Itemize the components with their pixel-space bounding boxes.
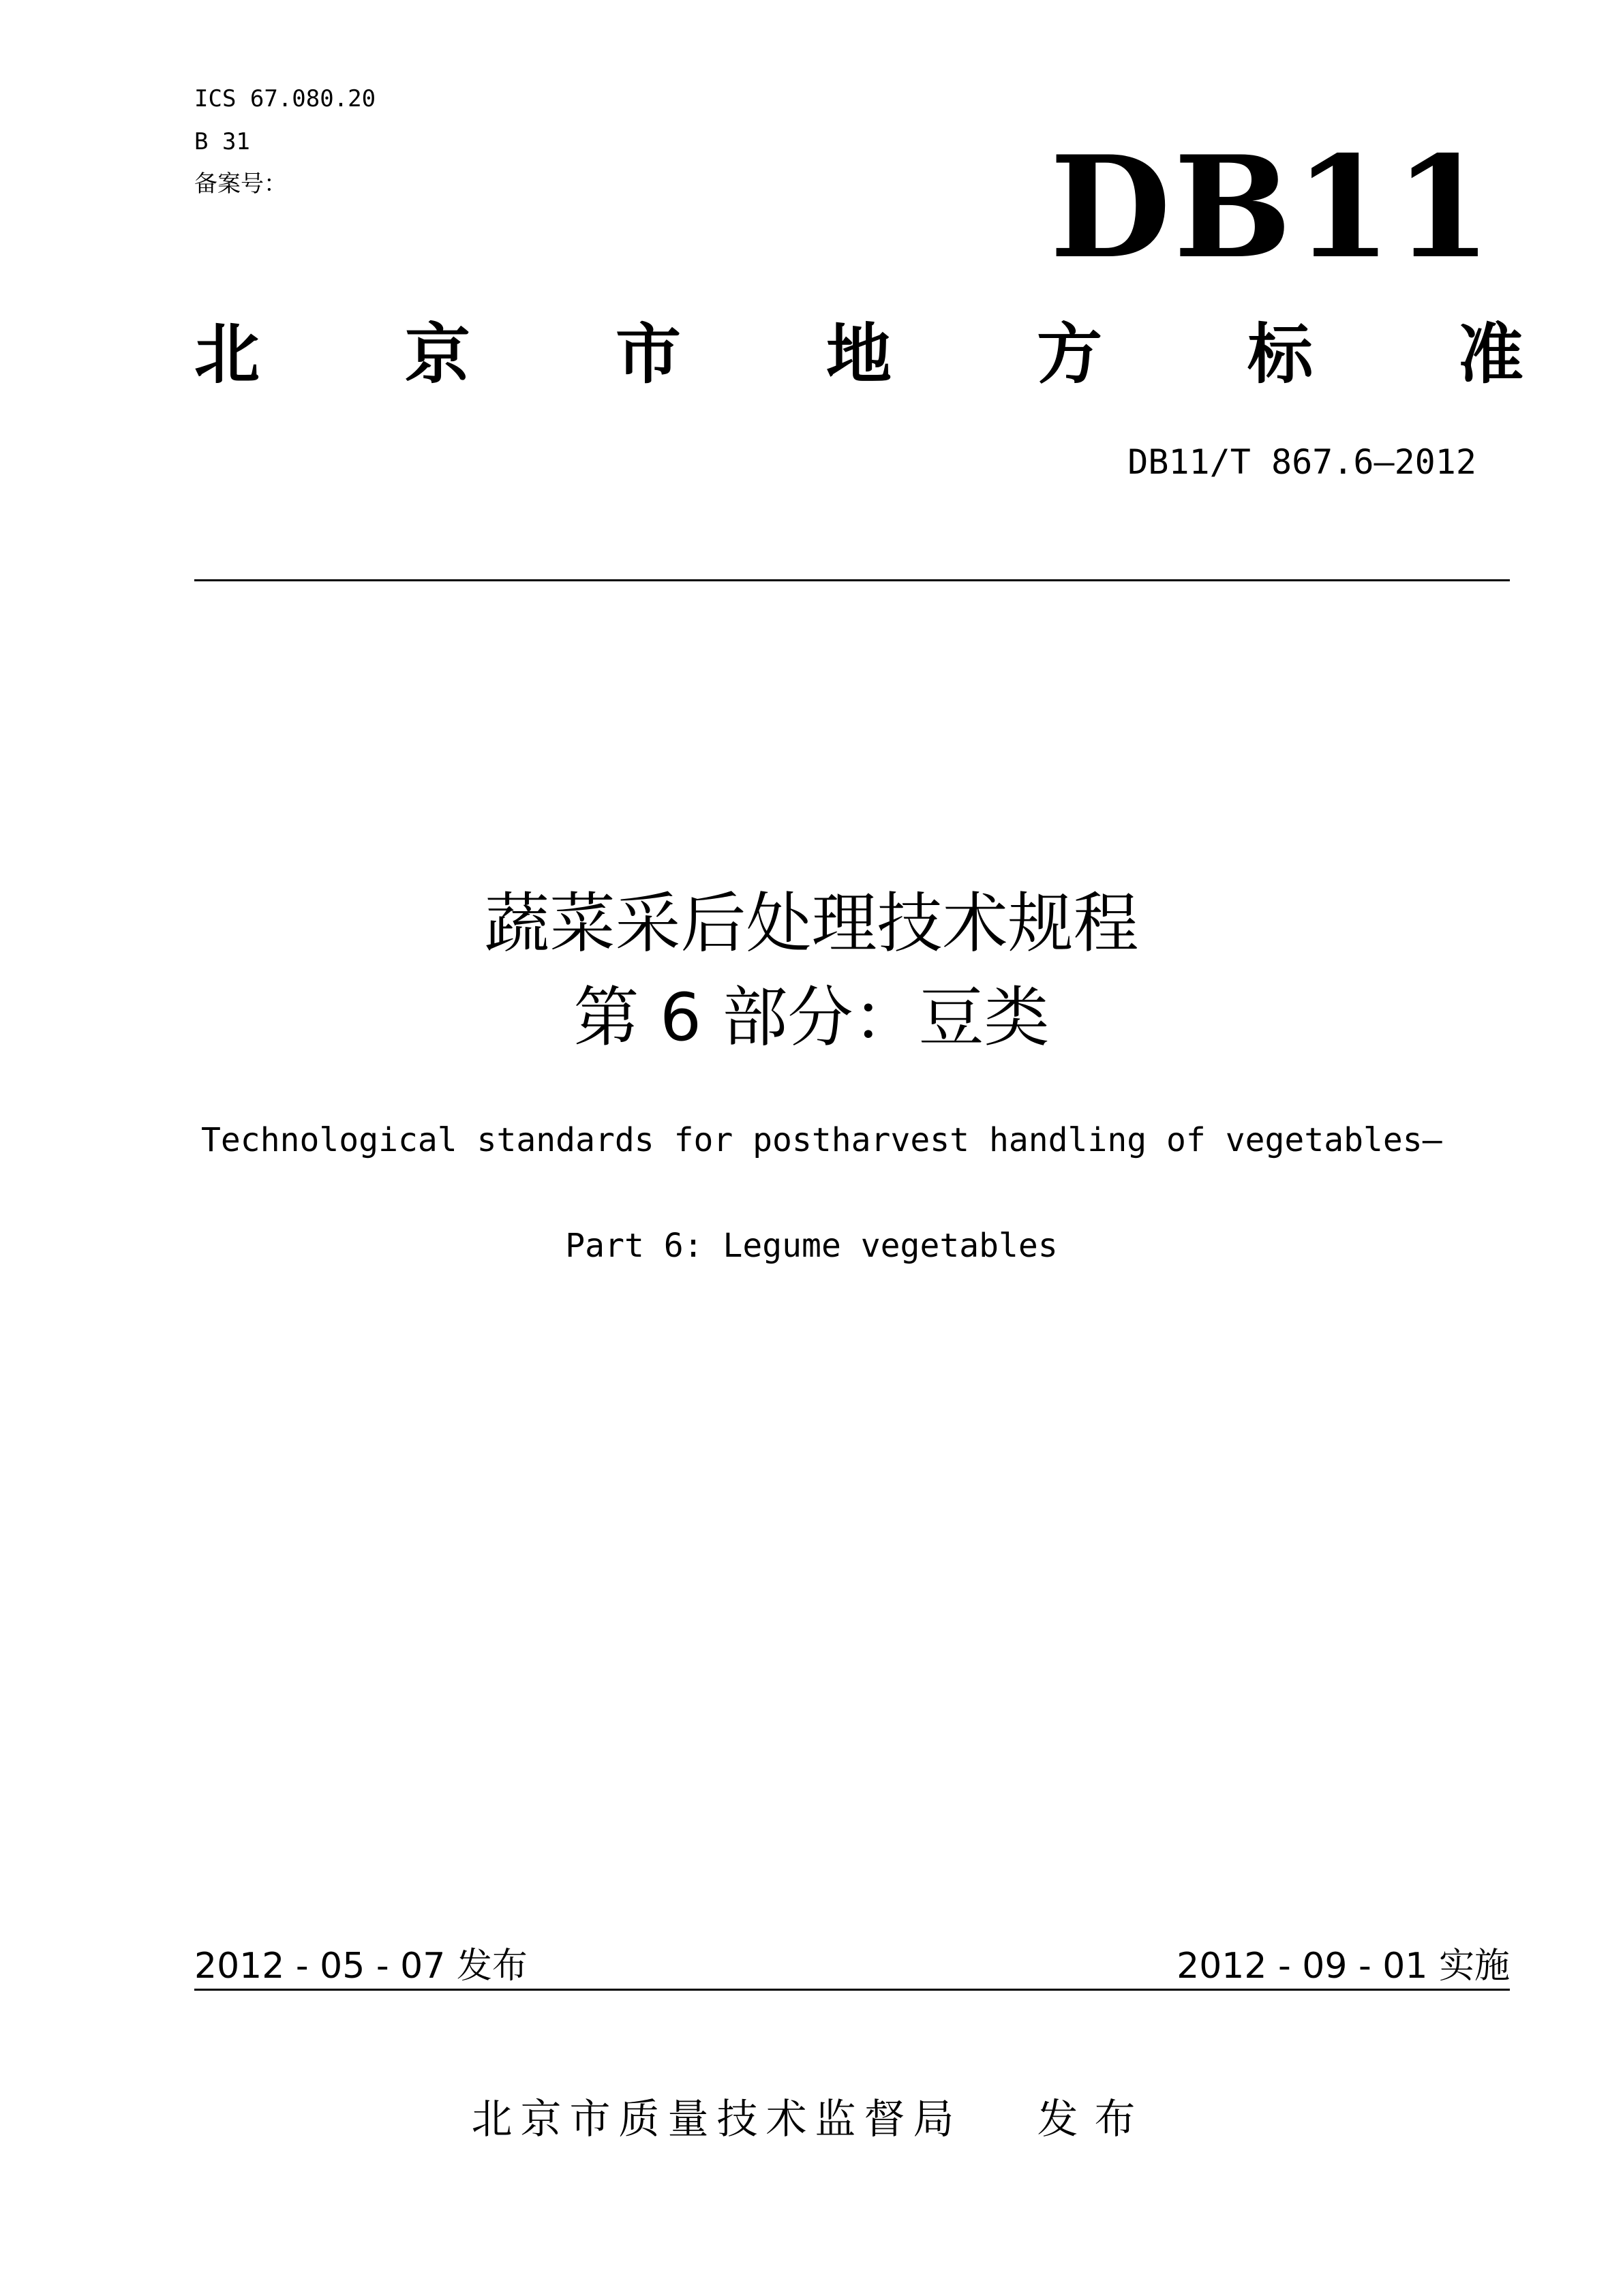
db11-logo: DB11: [1050, 126, 1495, 290]
ics-code: ICS 67.080.20: [194, 85, 376, 112]
title-english-main: Technological standards for postharvest handling of vegetables—: [201, 1121, 1442, 1159]
header-divider: [194, 579, 1510, 581]
issuer-name: 北京市质量技术监督局: [471, 2096, 962, 2143]
standard-type-char: 北: [194, 316, 260, 393]
standard-type-char: 准: [1458, 316, 1523, 393]
title-chinese-main: 蔬菜采后处理技术规程: [484, 885, 1139, 962]
title-chinese-sub: 第 6 部分：豆类: [573, 979, 1050, 1056]
standard-number: DB11/T 867.6—2012: [1127, 442, 1476, 482]
issuer-line: [0, 2096, 1623, 2143]
standard-type-char: 市: [616, 316, 681, 393]
issue-date: 2012 - 05 - 07 发布: [194, 1946, 528, 1987]
footer-divider: [194, 1989, 1510, 1991]
standard-type-char: 标: [1247, 316, 1313, 393]
standard-type-char: 方: [1037, 316, 1102, 393]
standard-type-heading: [194, 317, 1523, 392]
issuer-action: 发布: [1037, 2096, 1152, 2143]
ccs-code: B 31: [194, 128, 250, 155]
standard-type-char: 京: [405, 316, 470, 393]
standard-type-char: 地: [826, 316, 892, 393]
title-english-sub: Part 6: Legume vegetables: [565, 1227, 1058, 1265]
implementation-date: 2012 - 09 - 01 实施: [1177, 1946, 1510, 1987]
record-number-label: 备案号：: [194, 170, 287, 198]
